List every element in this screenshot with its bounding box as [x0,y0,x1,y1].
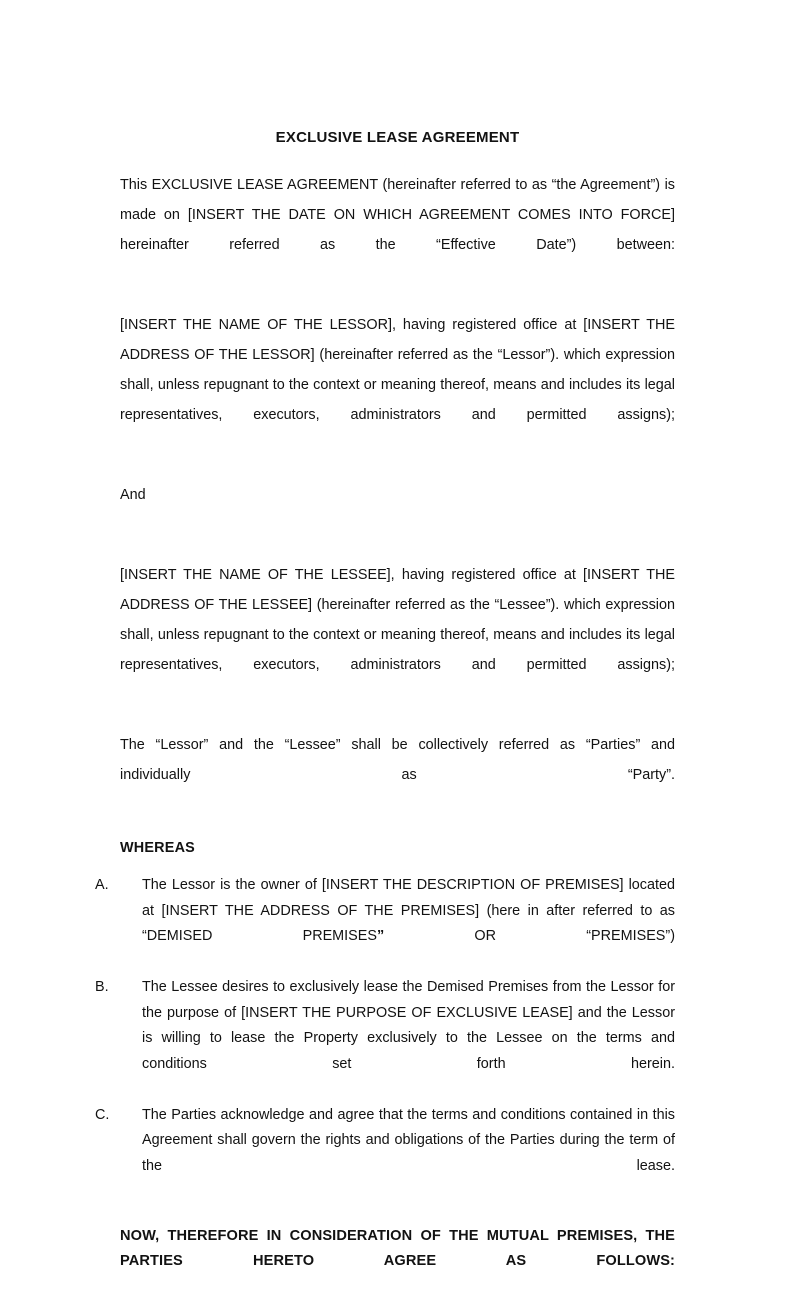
list-item [95,873,675,975]
recital-a-part2: OR “PREMISES”) [384,928,675,944]
paragraph-intro: This EXCLUSIVE LEASE AGREEMENT (hereinafter referred to as “the Agreement”) is made on [INSERT THE DATE ON WHICH AGREEMENT COMES INTO FORCE] hereinafter referred as the “Effective Date”) between: [120,170,675,290]
list-item [95,1103,675,1205]
recital-a-bold-quote: ” [377,928,384,944]
list-item-text-c: The Parties acknowledge and agree that the terms and conditions contained in this Agreement shall govern the rights and obligations of the Parties during the term of the lease. [142,1103,675,1205]
list-marker-a: A. [95,873,135,899]
page-title: EXCLUSIVE LEASE AGREEMENT [120,128,675,148]
list-item [95,975,675,1103]
closing-statement: NOW, THEREFORE IN CONSIDERATION OF THE MUTUAL PREMISES, THE PARTIES HERETO AGREE AS FOLLOWS: [120,1224,675,1300]
paragraph-parties: The “Lessor” and the “Lessee” shall be collectively referred as “Parties” and individually as “Party”. [120,730,675,820]
list-marker-b: B. [95,975,135,1001]
whereas-heading: WHEREAS [120,837,675,859]
paragraph-lessee: [INSERT THE NAME OF THE LESSEE], having registered office at [INSERT THE ADDRESS OF THE LESSEE] (hereinafter referred as the “Lessee”). which expression shall, unless repugnant to the context or meaning thereof, means and includes its legal representatives, executors, administrators and permitted assigns); [120,560,675,710]
recital-a-part1: The Lessor is the owner of [INSERT THE DESCRIPTION OF PREMISES] located at [INSERT THE ADDRESS OF THE PREMISES] (here in after referred to as “DEMISED PREMISES [142,877,675,944]
list-marker-c: C. [95,1103,135,1129]
paragraph-and: And [120,480,675,540]
list-item-text-b: The Lessee desires to exclusively lease the Demised Premises from the Lessor for the purpose of [INSERT THE PURPOSE OF EXCLUSIVE LEASE] and the Lessor is willing to lease the Property exclusively to the Lessee on the terms and conditions set forth herein. [142,975,675,1103]
list-item-text-a [142,873,675,975]
paragraph-lessor: [INSERT THE NAME OF THE LESSOR], having registered office at [INSERT THE ADDRESS OF THE LESSOR] (hereinafter referred as the “Lessor”). which expression shall, unless repugnant to the context or meaning thereof, means and includes its legal representatives, executors, administrators and permitted assigns); [120,310,675,460]
recitals-list [120,873,675,1205]
